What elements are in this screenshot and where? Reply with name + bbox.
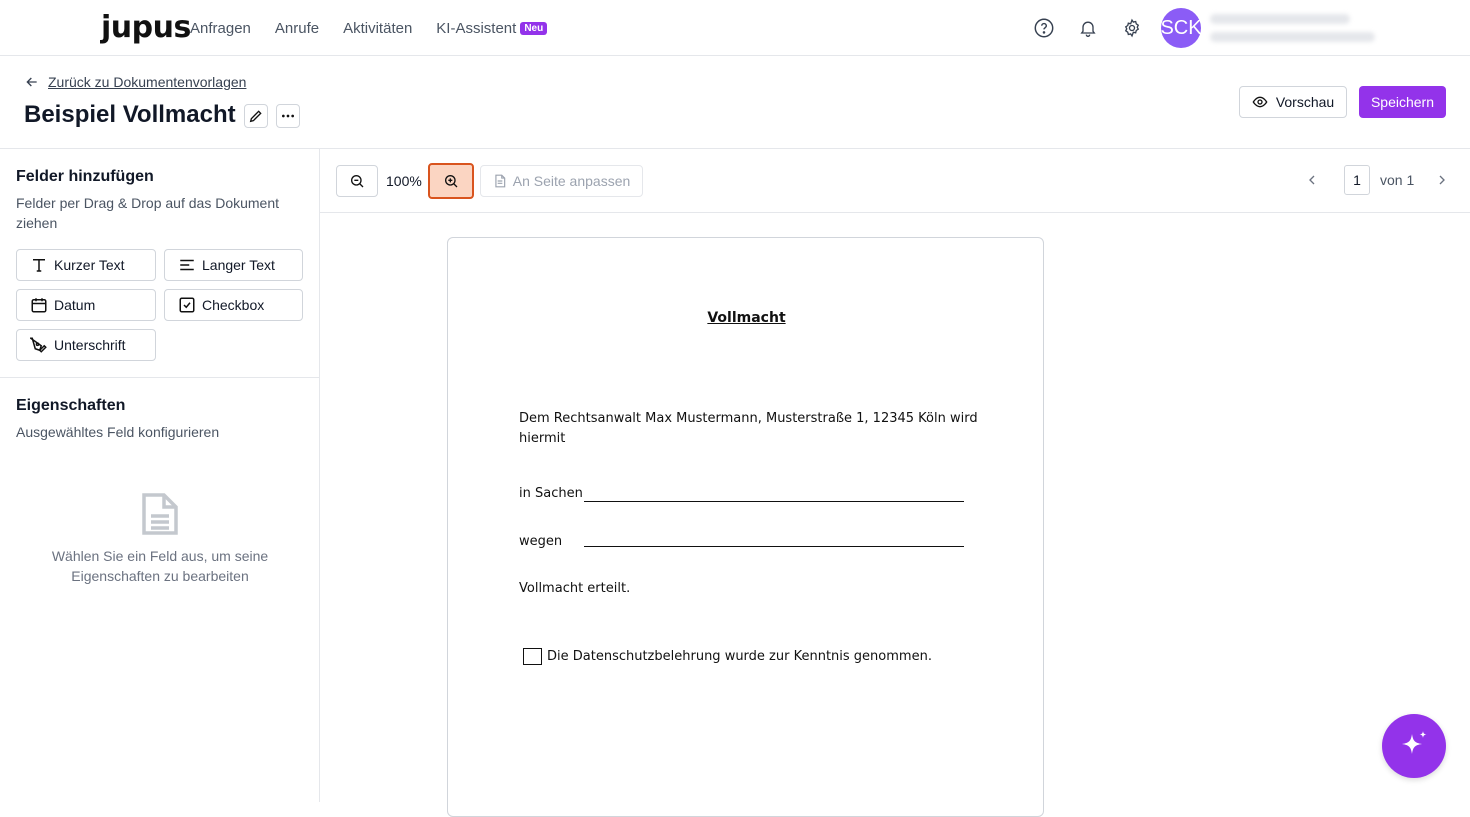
sidebar (0, 149, 320, 802)
document-in-sachen-label: in Sachen (519, 486, 583, 501)
checkbox-icon (178, 296, 196, 314)
bell-icon[interactable] (1074, 14, 1102, 42)
field-short-text-label: Kurzer Text (54, 257, 125, 273)
back-link-label: Zurück zu Dokumentenvorlagen (48, 74, 247, 90)
user-name-redacted (1210, 14, 1350, 24)
field-long-text-button[interactable] (164, 249, 303, 281)
zoom-level: 100% (386, 173, 422, 189)
nav-item-aktivitaeten[interactable]: Aktivitäten (343, 19, 413, 37)
document-page[interactable] (447, 237, 1044, 817)
page-title: Beispiel Vollmacht (24, 101, 236, 128)
field-signature-label: Unterschrift (54, 337, 126, 353)
field-date-label: Datum (54, 297, 96, 313)
document-icon (140, 491, 180, 542)
preview-button-label: Vorschau (1275, 94, 1335, 110)
nav-item-anrufe[interactable]: Anrufe (274, 19, 320, 37)
preview-button[interactable] (1239, 86, 1347, 118)
document-checkbox[interactable] (523, 648, 542, 665)
gear-icon[interactable] (1118, 14, 1146, 42)
field-checkbox-label: Checkbox (202, 297, 265, 313)
nav-item-anfragen[interactable]: Anfragen (190, 19, 251, 37)
document-toolbar (320, 149, 1470, 213)
pager (1304, 165, 1450, 195)
field-long-text-label: Langer Text (202, 257, 275, 273)
text-t-icon (30, 256, 48, 274)
fit-page-button[interactable] (480, 165, 643, 197)
nav-item-ki-assistent[interactable] (436, 20, 547, 37)
new-badge: Neu (520, 22, 547, 35)
file-icon (493, 173, 507, 189)
ai-assistant-button[interactable] (1382, 714, 1446, 778)
save-button[interactable]: Speichern (1359, 86, 1446, 118)
top-bar (0, 0, 1470, 56)
help-icon[interactable] (1030, 14, 1058, 42)
properties-section-subtitle: Ausgewähltes Feld konfigurieren (16, 424, 220, 440)
in-sachen-line (584, 501, 964, 502)
pencil-icon (248, 108, 264, 124)
back-link[interactable] (24, 74, 246, 90)
avatar[interactable]: SCK (1161, 8, 1201, 48)
fields-section-title: Felder hinzufügen (16, 168, 154, 185)
properties-section-title: Eigenschaften (16, 397, 126, 414)
fit-page-label: An Seite anpassen (512, 173, 631, 189)
properties-empty-text: Wählen Sie ein Feld aus, um seine Eigenschaften zu bearbeiten (51, 548, 269, 584)
eye-icon (1252, 94, 1268, 110)
page-number-input[interactable]: 1 (1344, 165, 1370, 195)
sidebar-divider (0, 377, 320, 378)
signature-pen-icon (30, 336, 48, 354)
field-date-button[interactable] (16, 289, 156, 321)
page-header (0, 56, 1470, 149)
page-total: von 1 (1380, 172, 1415, 188)
nav-item-ki-assistent-label: KI-Assistent (436, 19, 517, 37)
zoom-in-icon (443, 173, 459, 189)
more-horizontal-icon (280, 108, 296, 124)
logo[interactable]: jupus (101, 10, 191, 45)
document-intro-line1: Dem Rechtsanwalt Max Mustermann, Musterstraße 1, 12345 Köln wird (519, 411, 978, 426)
field-signature-button[interactable] (16, 329, 156, 361)
document-intro-line2: hiermit (519, 431, 566, 446)
document-checkbox-label: Die Datenschutzbelehrung wurde zur Kenntnis genommen. (547, 649, 932, 664)
zoom-out-icon (349, 173, 365, 189)
sparkle-icon (1396, 728, 1432, 764)
chevron-right-icon[interactable] (1434, 172, 1450, 188)
zoom-out-button[interactable] (336, 165, 378, 197)
document-canvas (320, 213, 1470, 802)
fields-section-subtitle: Felder per Drag & Drop auf das Dokument ziehen (16, 195, 280, 231)
top-icons (1030, 14, 1146, 42)
calendar-icon (30, 296, 48, 314)
chevron-left-icon[interactable] (1304, 172, 1320, 188)
align-left-icon (178, 256, 196, 274)
more-options-button[interactable] (276, 104, 300, 128)
arrow-left-icon (24, 74, 40, 90)
wegen-line (584, 546, 964, 547)
edit-title-button[interactable] (244, 104, 268, 128)
main-nav (190, 0, 547, 56)
document-title: Vollmacht (707, 310, 786, 326)
document-erteilt-text: Vollmacht erteilt. (519, 581, 631, 596)
field-short-text-button[interactable] (16, 249, 156, 281)
user-email-redacted (1210, 32, 1375, 42)
zoom-in-button[interactable] (428, 163, 474, 199)
document-wegen-label: wegen (519, 534, 563, 549)
field-checkbox-button[interactable] (164, 289, 303, 321)
